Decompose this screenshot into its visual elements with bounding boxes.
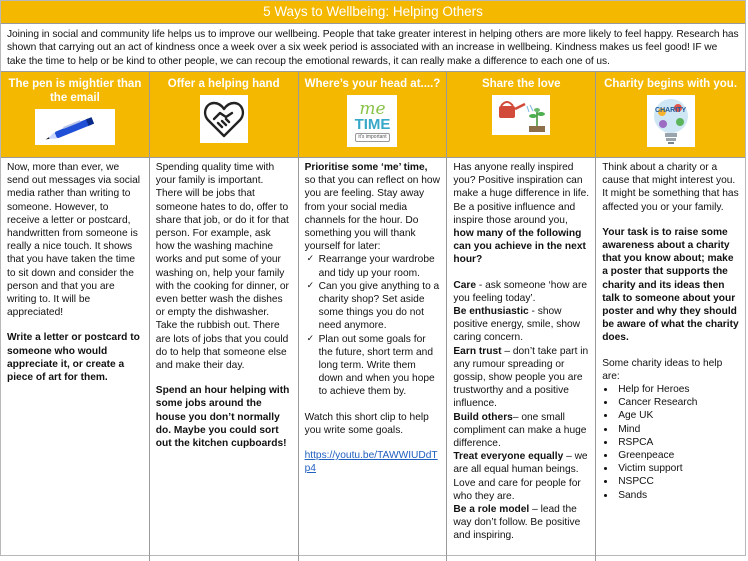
column-header <box>299 72 447 158</box>
checklist-item: ✓ Plan out some goals for the future, short term and long term. Write them down and when you hope to achieve them by. <box>305 333 441 399</box>
checklist-item: ✓ Rearrange your wardrobe and tidy up your room. <box>305 253 441 279</box>
column-text: Watch this short clip to help you write some goals. <box>304 411 429 436</box>
column-task: Your task is to raise some awareness about a charity that you know about; make a poster that supports the charity and its ideas then talk to someone about your poster and why they should be aware of what the charity does. <box>602 226 739 344</box>
me-time-text-mid: TIME <box>354 115 391 133</box>
column-header <box>596 72 745 158</box>
column-head <box>299 72 448 561</box>
quality-item <box>453 450 589 503</box>
charity-lightbulb-icon <box>647 95 695 147</box>
column-text: Now, more than ever, we send out messages via social media rather than writing to someone. However, to receive a letter or postcard, handwritten from someone is really a nice touch. It shows that you have taken the time to sit down and consider the person and that you are writing to. It will be appreciated! <box>7 162 141 319</box>
quality-item <box>453 345 589 411</box>
watering-can-icon <box>492 95 550 135</box>
column-text: Spending quality time with your family is important. There will be jobs that someone hates to do, offer to share that job, or do it for that person. For example, ask how the washing machine works and put some of your washing on, help your family with the cooking for dinner, or even better wash the dishes or empty the dishwasher. Take the rubbish out. There are lots of jobs that you could do to help that someone else and make their day. <box>155 162 289 372</box>
quality-label: Build others <box>453 411 513 423</box>
charity-icon-text: CHARITY <box>655 107 687 114</box>
column-header <box>447 72 595 158</box>
quality-text: - show positive energy, smile, show caring concern. <box>453 306 581 344</box>
column-title: Share the love <box>481 78 561 90</box>
column-header <box>1 72 149 158</box>
quality-text: – one small compliment can make a huge difference. <box>453 411 587 450</box>
column-text-a: Has anyone really inspired you? Positive inspiration can make a huge difference in life. Be a positive influence and inspire those around you, <box>453 162 590 226</box>
pen-icon <box>35 109 115 145</box>
heart-handshake-icon <box>200 95 248 143</box>
me-time-icon <box>347 95 397 147</box>
column-task: Spend an hour helping with some jobs around the house you don’t normally do. Maybe you could sort out the kitchen cupboards! <box>155 385 290 450</box>
quality-text: - ask someone ‘how are you feeling today’. <box>453 279 588 304</box>
charity-item: • Age UK <box>616 409 739 422</box>
column-title: Offer a helping hand <box>167 78 280 90</box>
column-text-b: how many of the following can you achieve in the next hour? <box>453 228 586 266</box>
quality-text: – don’t take part in any rumour spreading or gossip, show people you are trustworthy and a positive influence. <box>453 345 589 410</box>
column-text: Think about a charity or a cause that might interest you. It might be something that has affected you or your family. <box>602 162 739 213</box>
charity-item: • Cancer Research <box>616 396 739 409</box>
charity-item: • Victim support <box>616 462 739 475</box>
column-text-rest: so that you can reflect on how you are feeling. Stay away from your social media channels for the hour. Do something you will thank yourself for later: <box>304 175 440 253</box>
quality-item <box>453 279 589 305</box>
video-link[interactable]: https://youtu.be/TAWWIUDdTp4 <box>304 450 438 475</box>
quality-label: Care <box>453 279 477 291</box>
column-pen <box>1 72 150 561</box>
column-text <box>305 161 441 253</box>
column-task: Write a letter or postcard to someone who would appreciate it, or create a piece of art for them. <box>7 332 140 384</box>
column-title: The pen is mightier than the email <box>8 78 142 104</box>
quality-item <box>453 305 589 345</box>
quality-item <box>453 411 589 451</box>
column-title: Charity begins with you. <box>604 78 738 90</box>
checklist <box>305 253 441 398</box>
column-text: Some charity ideas to help are: <box>602 357 723 382</box>
charity-list <box>602 383 739 502</box>
intro-paragraph: Joining in social and community life helps us to improve our wellbeing. People that take greater interest in helping others are more likely to feel happy. Research has shown that carrying out an act of kindness once a week over a six week period is associated with an increase in wellbeing. Kindness makes us feel good! IF we take the time to help or be kind to other people, we can recoup the emotional rewards, it can really make a difference to each one of us. <box>1 24 745 72</box>
column-header <box>150 72 298 158</box>
charity-item: • RSPCA <box>616 436 739 449</box>
document-title: 5 Ways to Wellbeing: Helping Others <box>1 1 745 24</box>
activity-grid <box>1 72 745 561</box>
column-text-bold: Prioritise some ‘me’ time, <box>304 162 428 173</box>
quality-item <box>453 503 589 543</box>
column-charity <box>596 72 745 561</box>
charity-item: • Mind <box>616 423 739 436</box>
charity-item: • Greenpeace <box>616 449 739 462</box>
quality-list <box>453 279 589 543</box>
column-helping-hand <box>150 72 299 561</box>
column-title: Where’s your head at....? <box>304 78 441 90</box>
column-share-love <box>447 72 596 561</box>
charity-item: • Help for Heroes <box>616 383 739 396</box>
column-text <box>453 161 589 267</box>
me-time-text-top: me <box>359 98 386 119</box>
quality-label: Be enthusiastic <box>453 306 529 318</box>
checklist-item: ✓ Can you give anything to a charity shop? Set aside some things you do not need anymore. <box>305 280 441 333</box>
quality-label: Be a role model <box>453 504 530 516</box>
me-time-text-small: it's important <box>355 133 389 142</box>
quality-text: – lead the way don’t follow. Be positive and inspiring. <box>453 504 581 542</box>
quality-label: Treat everyone equally <box>453 451 564 463</box>
charity-item: • NSPCC <box>616 475 739 488</box>
charity-item: • Sands <box>616 489 739 502</box>
quality-label: Earn trust <box>453 345 502 357</box>
quality-text: – we are all equal human beings. Love and care for people for who they are. <box>453 451 588 502</box>
